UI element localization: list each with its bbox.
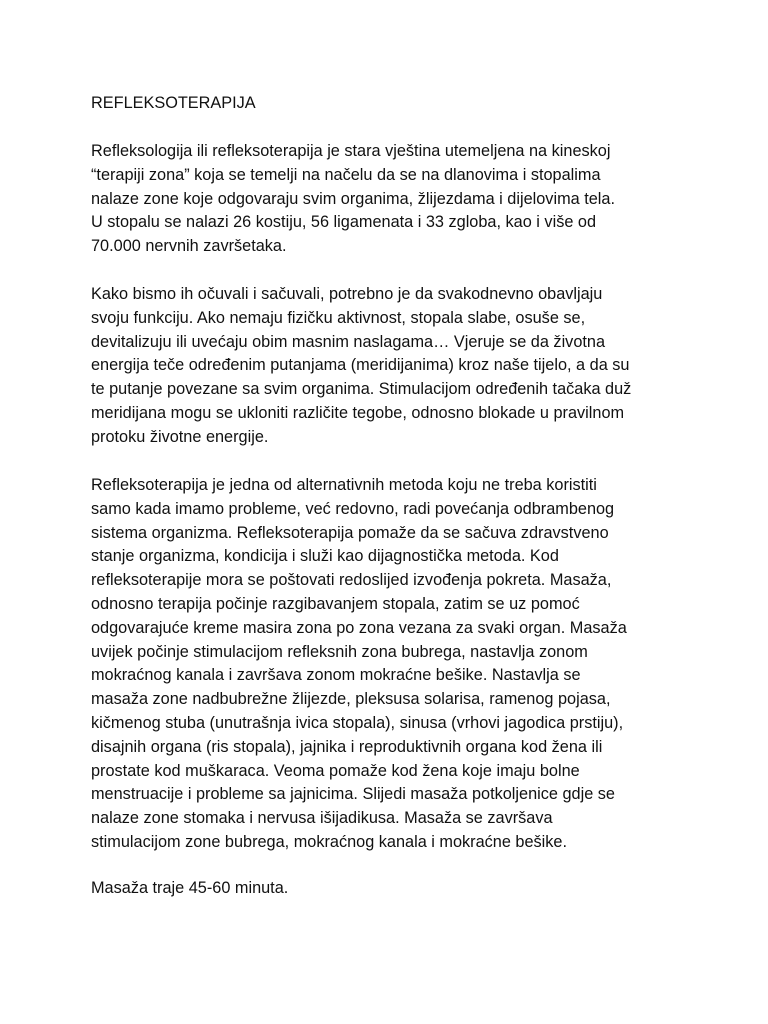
text-line: U stopalu se nalazi 26 kostiju, 56 ligamenata i 33 zgloba, kao i više od [91,213,597,232]
text-line: menstruacije i probleme sa jajnicima. Slijedi masaža potkoljenice gdje se [91,785,615,804]
paragraph-duration [91,877,288,901]
text-line: disajnih organa (ris stopala), jajnika i reproduktivnih organa kod žena ili [91,737,603,756]
text-line: meridijana mogu se ukloniti različite tegobe, odnosno blokade u pravilnom [91,403,625,422]
text-line: sistema organizma. Refleksoterapija pomaže da se sačuva zdravstveno [91,523,609,542]
text-line: Refleksoterapija je jedna od alternativnih metoda koju ne treba koristiti [91,476,597,494]
text-line: stanje organizma, kondicija i služi kao dijagnostička metoda. Kod [91,547,559,566]
document-title: REFLEKSOTERAPIJA [91,94,256,112]
text-line: mokraćnog kanala i završava zonom mokraćne bešike. Nastavlja se [91,666,581,685]
text-line: odnosno terapija počinje razgibavanjem stopala, zatim se uz pomoć [91,594,580,613]
text-line: “terapiji zona” koja se temelji na načelu da se na dlanovima i stopalima [91,165,601,184]
text-line: devitalizuju ili uvećaju obim masnim naslagama… Vjeruje se da životna [91,332,606,351]
text-line: Masaža traje 45-60 minuta. [91,879,289,897]
text-line: masaža zone nadbubrežne žlijezde, pleksusa solarisa, ramenog pojasa, [91,690,611,709]
text-line: kičmenog stuba (unutrašnja ivica stopala), sinusa (vrhovi jagodica prstiju), [91,713,624,732]
text-line: 70.000 nervnih završetaka. [91,237,287,256]
text-line: odgovarajuće kreme masira zona po zona vezana za svaki organ. Masaža [91,618,627,637]
text-line: Refleksologija ili refleksoterapija je stara vještina utemeljena na kineskoj [91,142,611,160]
text-line: protoku životne energije. [91,427,269,446]
text-line: uvijek počinje stimulacijom refleksnih zona bubrega, nastavlja zonom [91,642,588,661]
paragraph-procedure [91,474,627,855]
text-line: energija teče određenim putanjama (meridijanima) kroz naše tijelo, a da su [91,356,630,375]
text-line: samo kada imamo probleme, već redovno, radi povećanja odbrambenog [91,499,615,518]
text-line: Kako bismo ih očuvali i sačuvali, potrebno je da svakodnevno obavljaju [91,285,603,303]
text-line: refleksoterapije mora se poštovati redoslijed izvođenja pokreta. Masaža, [91,571,612,590]
text-line: nalaze zone stomaka i nervusa išijadikusa. Masaža se završava [91,809,553,828]
text-line: stimulacijom zone bubrega, mokraćnog kanala i mokraćne bešike. [91,832,568,851]
text-line: te putanje povezane sa svim organima. Stimulacijom određenih tačaka duž [91,380,632,399]
text-line: nalaze zone koje odgovaraju svim organima, žlijezdama i dijelovima tela. [91,189,615,208]
text-line: svoju funkciju. Ako nemaju fizičku aktivnost, stopala slabe, osuše se, [91,308,586,327]
paragraph-meridians [91,283,631,450]
paragraph-intro [91,140,615,259]
text-line: prostate kod muškaraca. Veoma pomaže kod žena koje imaju bolne [91,761,580,780]
